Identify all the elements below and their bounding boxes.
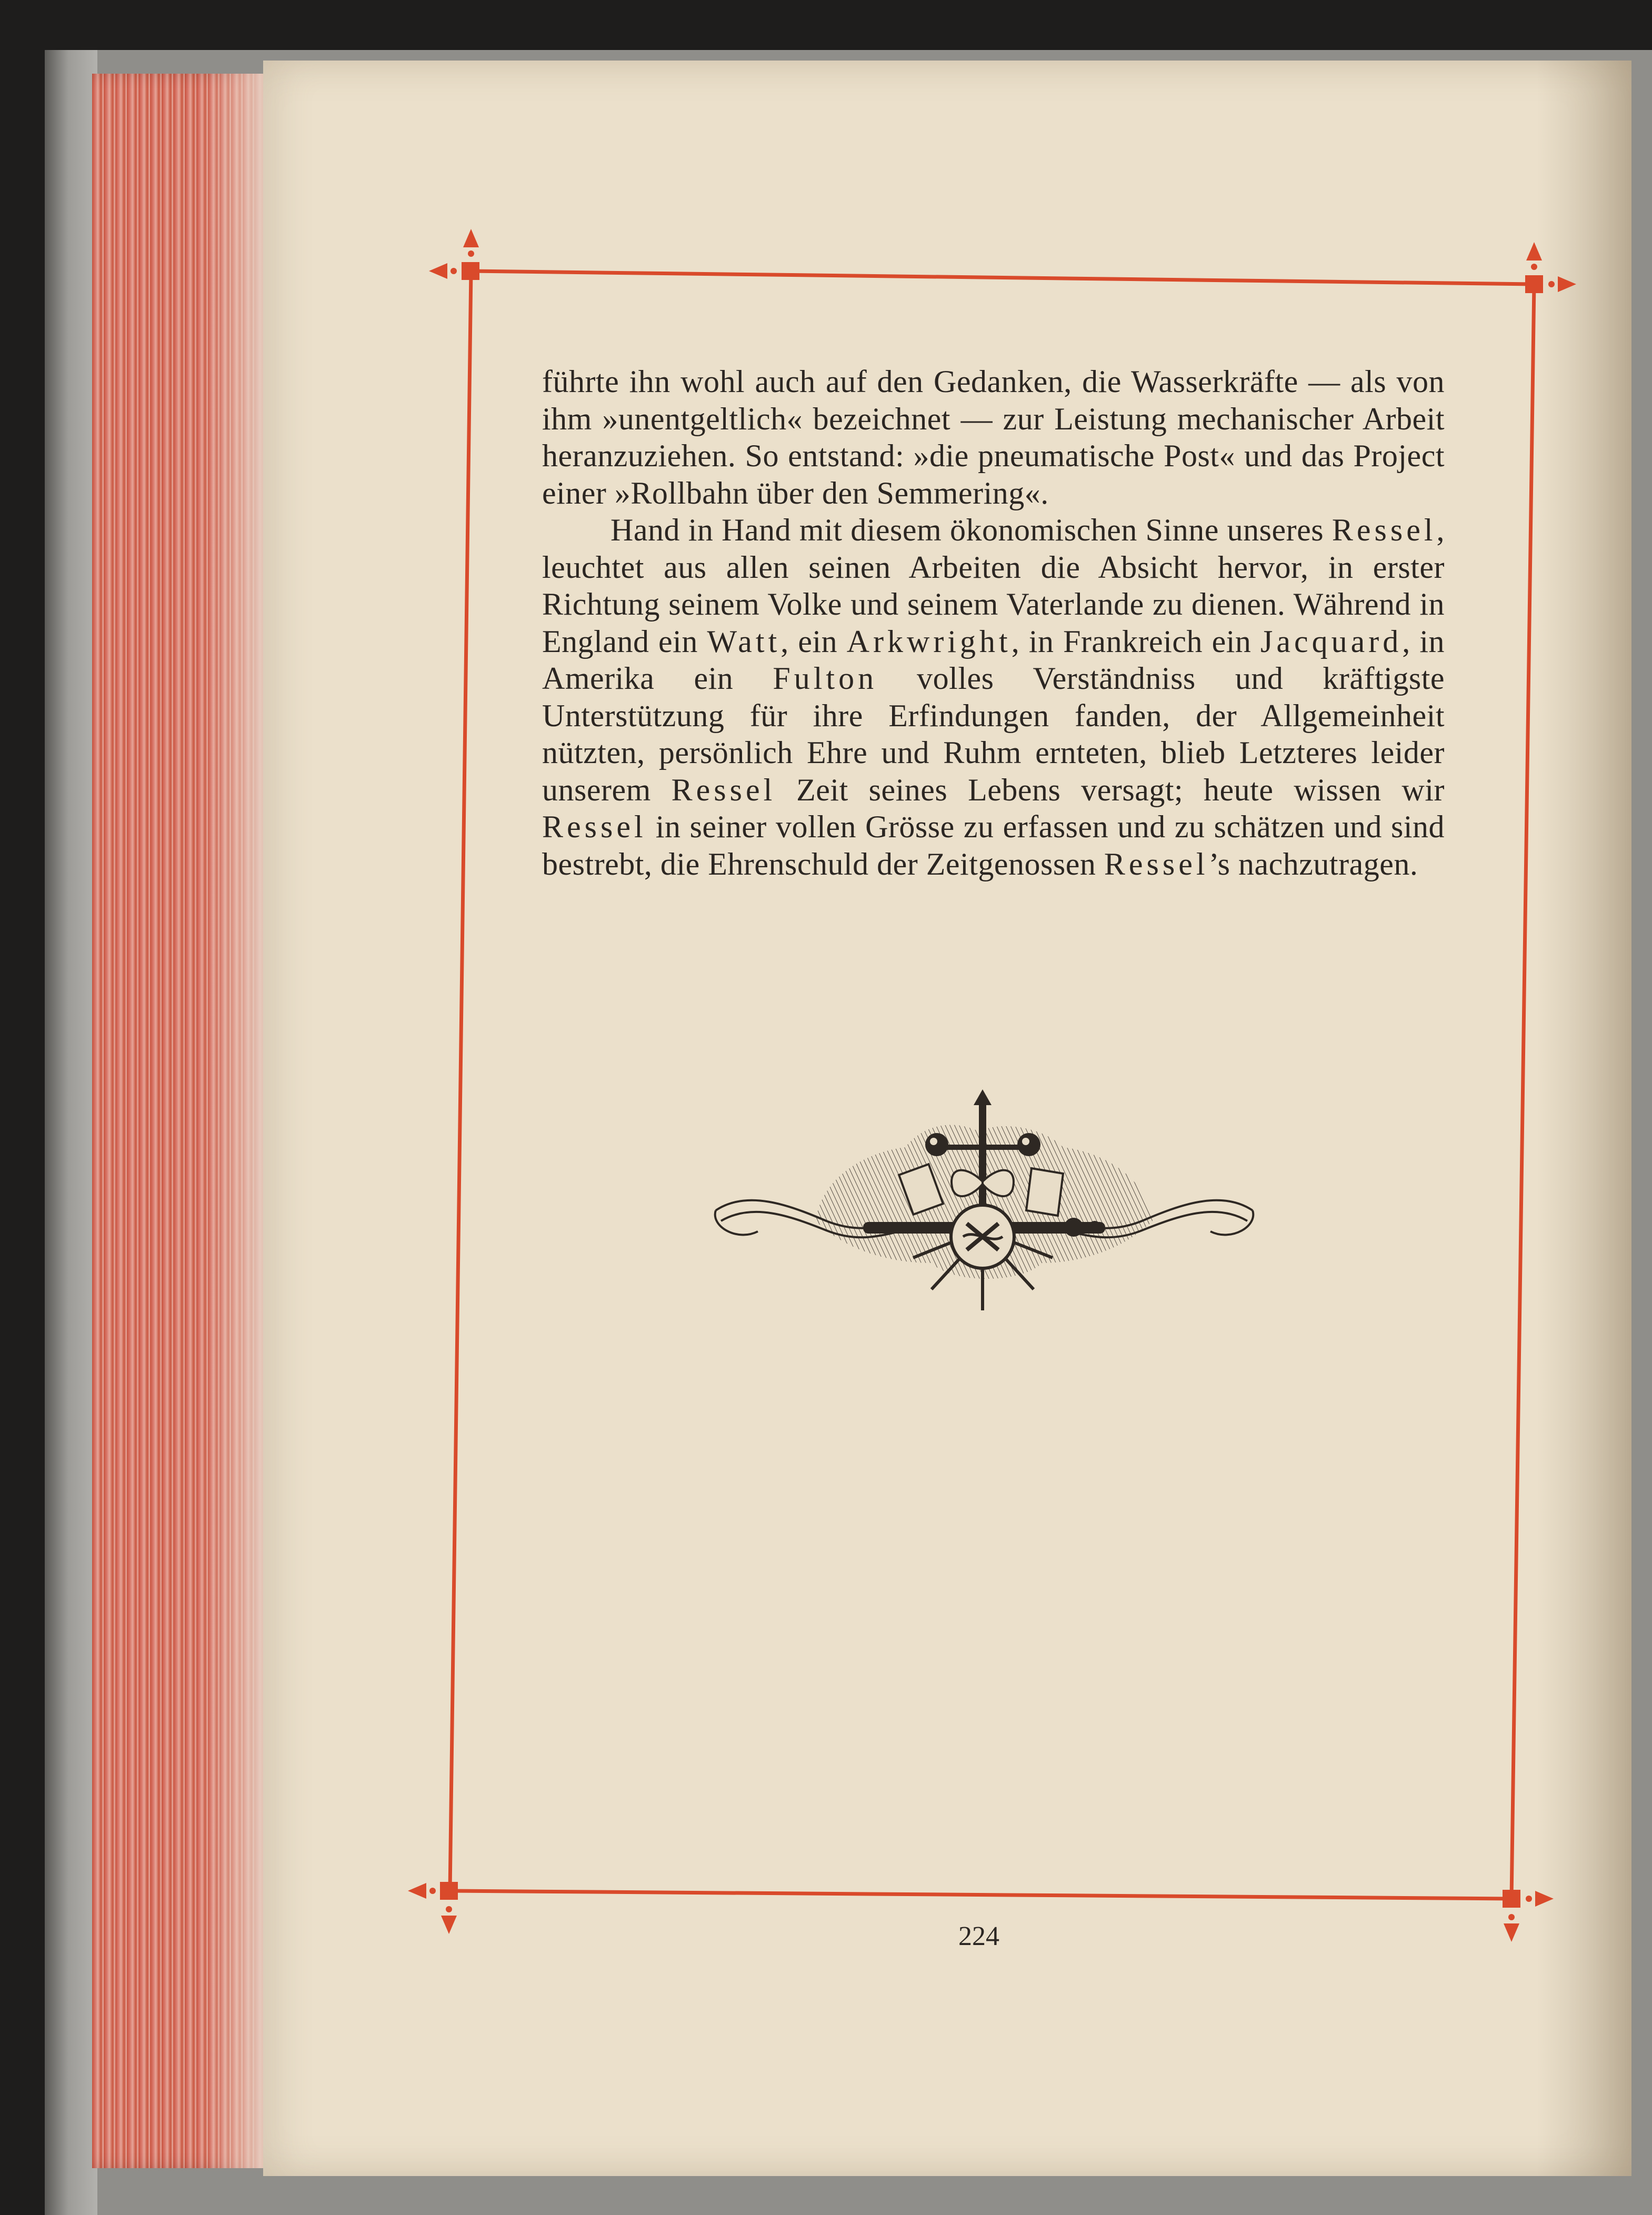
page-number: 224 [958,1921,999,1951]
text-run: , in Amerika ein [542,624,1445,696]
corner-square-top-left [462,262,479,280]
corner-square-top-right [1525,275,1543,293]
text-run: in seiner vollen Grösse zu erfassen und zu schätzen und sind bestrebt, die Ehrenschuld der Zeitgenossen [542,809,1445,881]
name-ressel: Ressel [542,809,647,844]
name-ressel: Ressel [1104,846,1209,881]
text-run: ’s nachzutragen. [1208,846,1418,881]
corner-square-bottom-right [1503,1890,1520,1908]
name-fulton: Fulton [773,661,878,696]
name-ressel: Ressel [671,772,776,807]
paragraph-2 [542,512,1445,883]
text-run: , leuchtet aus allen seinen Arbeiten die Absicht hervor, in erster Richtung seinem Volke und seinem Vaterlande zu dienen. Während in England ein [542,513,1445,659]
corner-square-bottom-left [440,1882,458,1900]
text-run: Zeit seines Lebens versagt; heute wissen wir [776,772,1445,807]
text-run: volles Verständniss und kräftigste Unterstützung für ihre Erfindungen fanden, der Allgemeinheit nützten, persönlich Ehre und Ruhm ernteten, blieb Letzteres leider unserem [542,661,1445,807]
name-watt: Watt [707,624,781,659]
body-text [542,363,1445,883]
text-run: , in Frankreich ein [1011,624,1260,659]
text-run: Hand in Hand mit diesem ökonomischen Sinne unseres [610,513,1332,547]
name-ressel: Ressel [1331,513,1437,547]
paragraph-1: führte ihn wohl auch auf den Gedanken, die Wasserkräfte — als von ihm »unentgeltlich« bezeichnet — zur Leistung mechanischer Arbeit heranzuziehen. So entstand: »die pneumatische Post« und das Project einer »Rollbahn über den Semmering«. [542,364,1445,510]
engraved-tools-emblem-icon [705,1089,1263,1321]
name-arkwright: Arkwright [846,624,1012,659]
text-run: , ein [780,624,847,659]
name-jacquard: Jacquard [1260,624,1403,659]
